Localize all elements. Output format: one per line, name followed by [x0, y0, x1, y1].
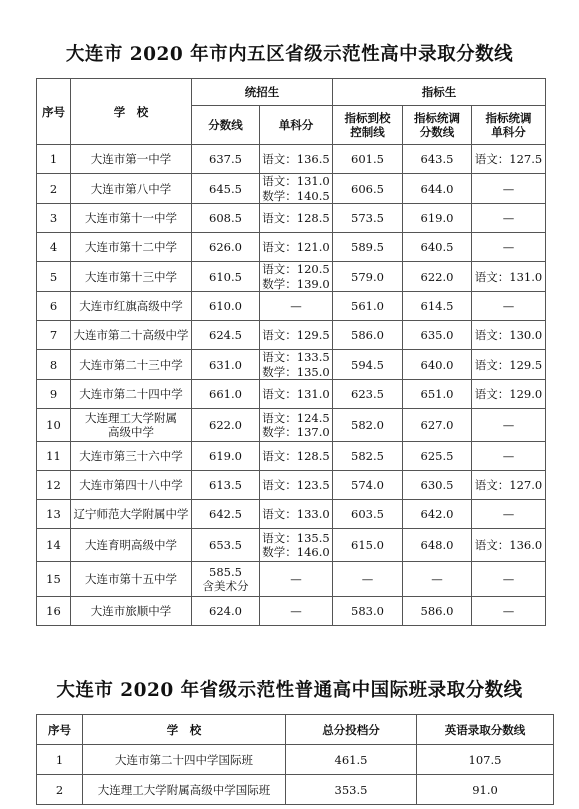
- control-line-cell: 594.5: [333, 350, 403, 380]
- seq-cell: 3: [37, 204, 71, 233]
- control-line-cell: 589.5: [333, 233, 403, 262]
- adjust-score-cell: 651.0: [403, 380, 472, 409]
- adjust-single-cell: —: [472, 597, 546, 626]
- score-cell: 661.0: [192, 380, 260, 409]
- page-title: 大连市 2020 年市内五区省级示范性高中录取分数线: [65, 44, 514, 65]
- adjust-single-cell: —: [472, 233, 546, 262]
- table-row: [37, 350, 546, 380]
- single-score-cell-line: 数学：139.0: [262, 276, 330, 291]
- table-row: [37, 562, 546, 597]
- seq-cell: 11: [37, 442, 71, 471]
- table-row: [37, 204, 546, 233]
- school-cell: 大连市第十二中学: [71, 233, 192, 262]
- table-row: [37, 262, 546, 292]
- table-row: [37, 529, 546, 562]
- single-score-cell-line: 数学：137.0: [262, 425, 330, 439]
- adjust-score-cell: 648.0: [403, 529, 472, 562]
- header-group-zhibiao: 指标生: [333, 79, 546, 106]
- score-cell: 637.5: [192, 145, 260, 174]
- seq-cell: 9: [37, 380, 71, 409]
- seq-cell: 13: [37, 500, 71, 529]
- single-score-cell: 语文：133.0: [260, 500, 333, 529]
- total-score-cell: 461.5: [286, 745, 417, 775]
- international-class-table: [36, 714, 554, 805]
- table-row: [37, 174, 546, 204]
- single-score-cell: 语文：128.5: [260, 204, 333, 233]
- adjust-score-cell: 640.5: [403, 233, 472, 262]
- school-cell: 大连市第二十四中学国际班: [83, 745, 286, 775]
- seq-cell: 1: [37, 145, 71, 174]
- single-score-cell-line: 数学：135.0: [262, 364, 330, 379]
- seq-cell: 14: [37, 529, 71, 562]
- school-cell: 大连市第二十高级中学: [71, 321, 192, 350]
- adjust-single-cell: —: [472, 409, 546, 442]
- school-cell: 大连市第四十八中学: [71, 471, 192, 500]
- school-cell: 大连市第八中学: [71, 174, 192, 204]
- adjust-single-cell: —: [472, 174, 546, 204]
- school-cell-line: 高级中学: [108, 425, 154, 439]
- single-score-cell: 语文：131.0: [260, 380, 333, 409]
- adjust-score-cell: —: [403, 562, 472, 597]
- single-score-cell: 语文：121.0: [260, 233, 333, 262]
- adjust-single-cell: —: [472, 442, 546, 471]
- school-cell: 大连市第三十六中学: [71, 442, 192, 471]
- adjust-score-cell: 614.5: [403, 292, 472, 321]
- single-score-cell: —: [260, 597, 333, 626]
- seq-cell: 12: [37, 471, 71, 500]
- school-cell: 辽宁师范大学附属中学: [71, 500, 192, 529]
- english-score-cell: 107.5: [417, 745, 554, 775]
- seq-cell: 10: [37, 409, 71, 442]
- single-score-cell: 语文：123.5: [260, 471, 333, 500]
- table-row: [37, 321, 546, 350]
- adjust-score-cell: 640.0: [403, 350, 472, 380]
- adjust-score-cell: 586.0: [403, 597, 472, 626]
- control-line-cell: 573.5: [333, 204, 403, 233]
- control-line-cell: 623.5: [333, 380, 403, 409]
- adjust-single-cell: —: [472, 204, 546, 233]
- adjust-score-cell: 642.0: [403, 500, 472, 529]
- adjust-score-cell: 644.0: [403, 174, 472, 204]
- control-line-cell: 582.5: [333, 442, 403, 471]
- adjust-single-cell: 语文：127.0: [472, 471, 546, 500]
- control-line-cell: 579.0: [333, 262, 403, 292]
- section-title-international: 大连市 2020 年省级示范性普通高中国际班录取分数线: [56, 680, 523, 701]
- header-single: 单科分: [260, 106, 333, 145]
- single-score-cell-line: 语文：131.0: [262, 174, 330, 188]
- header-school: 学 校: [71, 79, 192, 145]
- seq-cell: 1: [37, 745, 83, 775]
- school-cell: 大连市旅顺中学: [71, 597, 192, 626]
- table-row: [37, 442, 546, 471]
- header-zb-control-line2: 控制线: [350, 125, 385, 139]
- adjust-score-cell: 622.0: [403, 262, 472, 292]
- single-score-cell: 语文：128.5: [260, 442, 333, 471]
- single-score-cell: [260, 262, 333, 292]
- single-score-cell: 语文：129.5: [260, 321, 333, 350]
- seq-cell: 16: [37, 597, 71, 626]
- seq-cell: 6: [37, 292, 71, 321]
- school-cell: 大连市第二十四中学: [71, 380, 192, 409]
- table-row: [37, 292, 546, 321]
- score-cell-line: 含美术分: [202, 579, 249, 593]
- adjust-score-cell: 625.5: [403, 442, 472, 471]
- table-row: [37, 500, 546, 529]
- score-cell: 622.0: [192, 409, 260, 442]
- school-cell: 大连市第二十三中学: [71, 350, 192, 380]
- seq-cell: 5: [37, 262, 71, 292]
- seq-cell: 4: [37, 233, 71, 262]
- control-line-cell: 582.0: [333, 409, 403, 442]
- adjust-single-cell: —: [472, 292, 546, 321]
- table-row: [37, 471, 546, 500]
- score-cell: 645.5: [192, 174, 260, 204]
- school-cell-line: 大连理工大学附属: [85, 410, 177, 425]
- table-row: [37, 233, 546, 262]
- adjust-score-cell: 627.0: [403, 409, 472, 442]
- table-row: [37, 745, 554, 775]
- school-cell: [71, 409, 192, 442]
- header-zb-adjust: [403, 106, 472, 145]
- score-cell: 624.5: [192, 321, 260, 350]
- score-cell: [192, 562, 260, 597]
- score-cell-line: 585.5: [209, 564, 242, 579]
- english-score-cell: 91.0: [417, 775, 554, 805]
- total-score-cell: 353.5: [286, 775, 417, 805]
- seq-cell: 2: [37, 174, 71, 204]
- header-score: 分数线: [192, 106, 260, 145]
- header-zb-control: [333, 106, 403, 145]
- control-line-cell: 561.0: [333, 292, 403, 321]
- school-cell: 大连市红旗高级中学: [71, 292, 192, 321]
- score-cell: 631.0: [192, 350, 260, 380]
- adjust-single-cell: 语文：136.0: [472, 529, 546, 562]
- adjust-score-cell: 630.5: [403, 471, 472, 500]
- score-cell: 610.0: [192, 292, 260, 321]
- single-score-cell: —: [260, 292, 333, 321]
- school-cell: 大连市第十三中学: [71, 262, 192, 292]
- single-score-cell: [260, 174, 333, 204]
- adjust-single-cell: 语文：129.5: [472, 350, 546, 380]
- score-cell: 624.0: [192, 597, 260, 626]
- header-school: 学 校: [83, 715, 286, 745]
- adjust-single-cell: 语文：127.5: [472, 145, 546, 174]
- adjust-single-cell: —: [472, 562, 546, 597]
- admission-score-table: [36, 78, 546, 626]
- table-header-row: [37, 715, 554, 745]
- table-row: [37, 145, 546, 174]
- score-cell: 653.5: [192, 529, 260, 562]
- table-header-row: [37, 79, 546, 106]
- adjust-single-cell: —: [472, 500, 546, 529]
- score-cell: 619.0: [192, 442, 260, 471]
- header-zb-single: [472, 106, 546, 145]
- control-line-cell: 601.5: [333, 145, 403, 174]
- header-zb-adjust-line2: 分数线: [419, 125, 455, 139]
- header-zb-single-line1: 指标统调: [485, 110, 532, 125]
- single-score-cell: —: [260, 562, 333, 597]
- seq-cell: 8: [37, 350, 71, 380]
- single-score-cell: [260, 350, 333, 380]
- control-line-cell: 615.0: [333, 529, 403, 562]
- table-row: [37, 597, 546, 626]
- single-score-cell-line: 语文：133.5: [262, 350, 330, 364]
- header-seq: 序号: [37, 715, 83, 745]
- school-cell: 大连市第一中学: [71, 145, 192, 174]
- adjust-single-cell: 语文：129.0: [472, 380, 546, 409]
- control-line-cell: 583.0: [333, 597, 403, 626]
- school-cell: 大连理工大学附属高级中学国际班: [83, 775, 286, 805]
- single-score-cell: [260, 409, 333, 442]
- table-row: [37, 380, 546, 409]
- adjust-score-cell: 619.0: [403, 204, 472, 233]
- adjust-single-cell: 语文：130.0: [472, 321, 546, 350]
- score-cell: 642.5: [192, 500, 260, 529]
- seq-cell: 7: [37, 321, 71, 350]
- header-seq: 序号: [37, 79, 71, 145]
- score-cell: 610.5: [192, 262, 260, 292]
- seq-cell: 2: [37, 775, 83, 805]
- single-score-cell-line: 语文：135.5: [262, 530, 330, 545]
- adjust-single-cell: 语文：131.0: [472, 262, 546, 292]
- header-zb-single-line2: 单科分: [491, 125, 526, 139]
- header-group-tongzhao: 统招生: [192, 79, 333, 106]
- single-score-cell: [260, 529, 333, 562]
- table-row: [37, 409, 546, 442]
- control-line-cell: 574.0: [333, 471, 403, 500]
- header-english: 英语录取分数线: [417, 715, 554, 745]
- school-cell: 大连市第十一中学: [71, 204, 192, 233]
- single-score-cell: 语文：136.5: [260, 145, 333, 174]
- school-cell: 大连育明高级中学: [71, 529, 192, 562]
- control-line-cell: 586.0: [333, 321, 403, 350]
- adjust-score-cell: 643.5: [403, 145, 472, 174]
- score-cell: 626.0: [192, 233, 260, 262]
- header-zb-control-line1: 指标到校: [344, 110, 391, 125]
- score-cell: 613.5: [192, 471, 260, 500]
- table-row: [37, 775, 554, 805]
- header-total: 总分投档分: [286, 715, 417, 745]
- single-score-cell-line: 数学：140.5: [262, 188, 330, 203]
- single-score-cell-line: 数学：146.0: [262, 545, 330, 559]
- school-cell: 大连市第十五中学: [71, 562, 192, 597]
- seq-cell: 15: [37, 562, 71, 597]
- control-line-cell: —: [333, 562, 403, 597]
- adjust-score-cell: 635.0: [403, 321, 472, 350]
- control-line-cell: 606.5: [333, 174, 403, 204]
- control-line-cell: 603.5: [333, 500, 403, 529]
- header-zb-adjust-line1: 指标统调: [414, 110, 460, 125]
- single-score-cell-line: 语文：120.5: [262, 262, 330, 276]
- single-score-cell-line: 语文：124.5: [262, 410, 330, 425]
- score-cell: 608.5: [192, 204, 260, 233]
